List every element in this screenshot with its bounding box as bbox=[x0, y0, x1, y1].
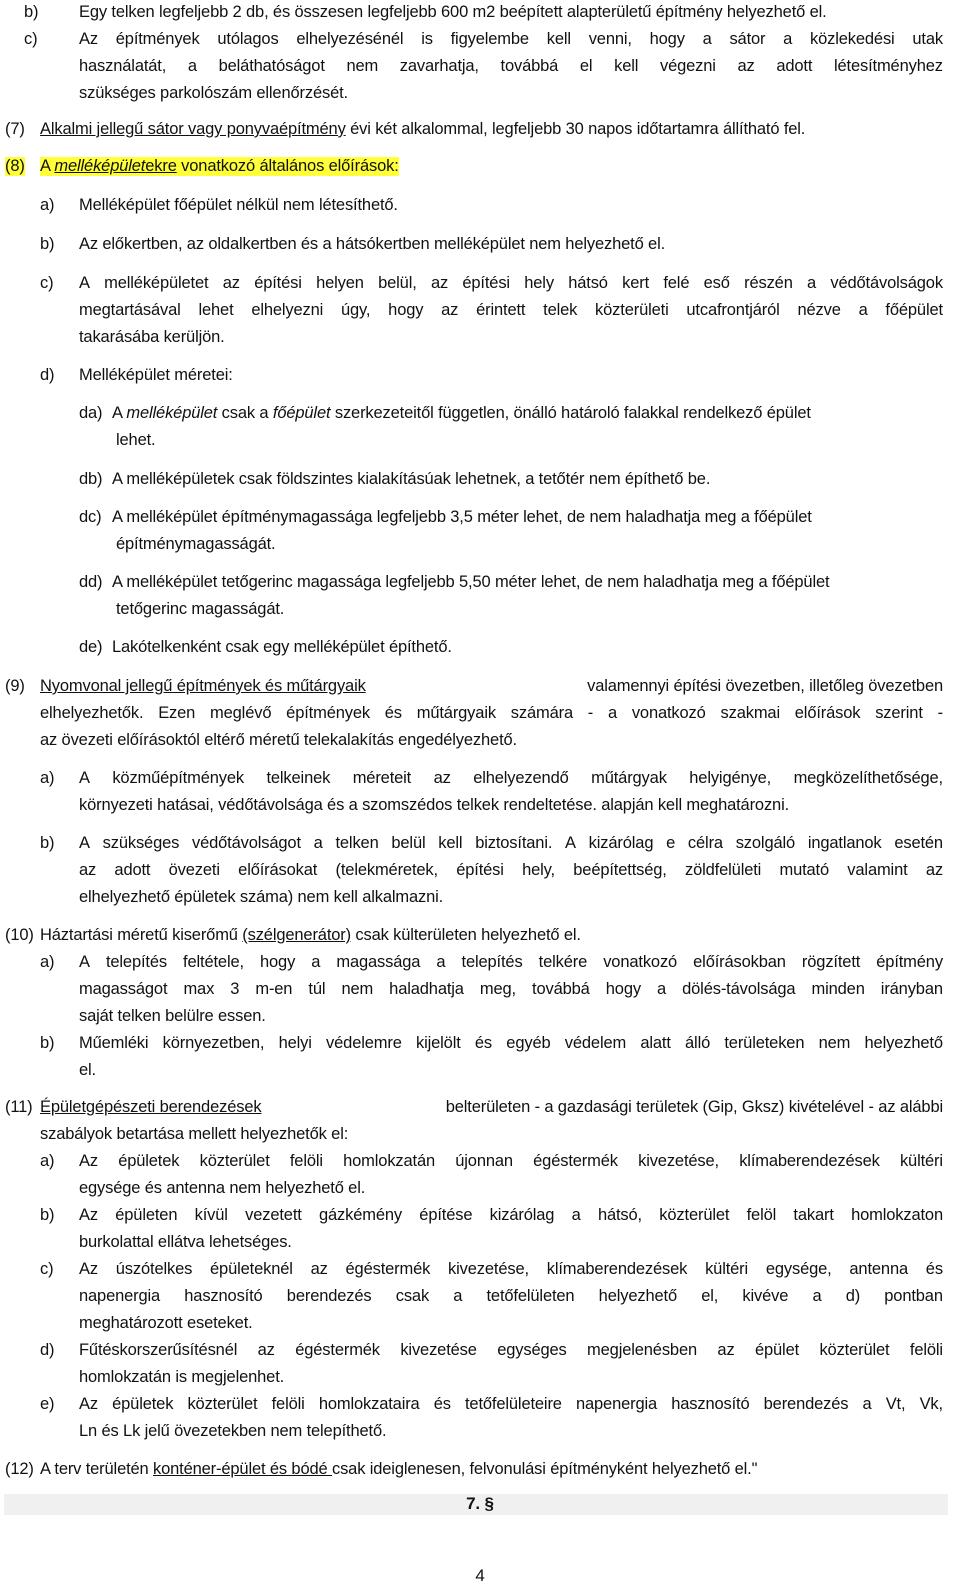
paragraph-text: évi két alkalommal, legfeljebb 30 napos időtartamra állítható fel. bbox=[350, 120, 806, 138]
list-text: használatát, a beláthatóságot nem zavarhatja, továbbá el kell végezni az adott létesítményhez bbox=[79, 57, 943, 75]
sublist-label: dc) bbox=[79, 508, 102, 526]
paragraph-text: belterületen - a gazdasági területek (Gip, Gksz) kivételével - az alábbi bbox=[445, 1098, 943, 1116]
sublist-label: dd) bbox=[79, 573, 103, 591]
link-text: melléképület bbox=[54, 157, 146, 175]
list-text: Melléképület főépület nélkül nem létesíthető. bbox=[79, 196, 398, 214]
list-text: magasságot max 3 m-en túl nem haladhatja meg, továbbá hogy a dölés-távolsága minden irányban bbox=[79, 980, 943, 998]
law-link[interactable]: Nyomvonal jellegű építmények és műtárgyaik bbox=[40, 677, 366, 695]
paragraph-text: elhelyezhetők. Ezen meglévő építmények és műtárgyaik számára - a vonatkozó szakmai előírások szerint - bbox=[40, 704, 943, 722]
list-text: napenergia hasznosító berendezés csak a tetőfelületen helyezhető el, kivéve a d) pontban bbox=[79, 1287, 943, 1305]
list-text: Az úszótelkes épületeknél az égéstermék kivezetése, klímaberendezések kültéri egysége, antenna és bbox=[79, 1260, 943, 1278]
list-text: szükséges parkolószám ellenőrzését. bbox=[79, 84, 348, 102]
list-text: egysége és antenna nem helyezhető el. bbox=[79, 1179, 366, 1197]
list-label: d) bbox=[40, 366, 55, 384]
list-text: A telepítés feltétele, hogy a magassága a telepítés telkére vonatkozó előírásokban rögzített építmény bbox=[79, 953, 943, 971]
text-run: A bbox=[112, 404, 127, 422]
paragraph-text: Háztartási méretű kiserőmű bbox=[40, 926, 243, 944]
list-label: d) bbox=[40, 1341, 55, 1359]
paragraph-number: (12) bbox=[5, 1460, 34, 1478]
list-text: Ln és Lk jelű övezetekben nem telepíthető. bbox=[79, 1422, 387, 1440]
law-link[interactable] bbox=[54, 157, 176, 175]
sublist-text: Lakótelkenként csak egy melléképület építhető. bbox=[112, 638, 452, 656]
list-label: b) bbox=[40, 235, 55, 253]
list-text: A közműépítmények telkeinek méreteit az elhelyezendő műtárgyak helyigénye, megközelíthetősége, bbox=[79, 769, 943, 787]
sublist-text bbox=[112, 404, 811, 423]
paragraph-number: (10) bbox=[5, 926, 34, 944]
sublist-text: A melléképület tetőgerinc magassága legfeljebb 5,50 méter lehet, de nem haladhatja meg a főépület bbox=[112, 573, 830, 591]
list-text: homlokzatán is megjelenhet. bbox=[79, 1368, 285, 1386]
list-label: b) bbox=[40, 834, 55, 852]
list-text: Műemléki környezetben, helyi védelemre kijelölt és egyéb védelem alatt álló területeken nem helyezhető bbox=[79, 1034, 943, 1052]
section-heading: 7. § bbox=[466, 1494, 494, 1513]
list-label: c) bbox=[40, 274, 54, 292]
list-text: A melléképületet az építési helyen belül, az építési hely hátsó kert felé eső részén a védőtávolságok bbox=[79, 274, 943, 292]
list-text: Az előkertben, az oldalkertben és a hátsókertben melléképület nem helyezhető el. bbox=[79, 235, 666, 253]
text-run: melléképület bbox=[126, 404, 218, 422]
paragraph-11-line bbox=[40, 1098, 943, 1117]
paragraph-number: (9) bbox=[5, 677, 25, 695]
list-label: a) bbox=[40, 953, 55, 971]
list-text: takarásába kerüljön. bbox=[79, 328, 225, 346]
paragraph-10 bbox=[40, 926, 581, 945]
list-text: A szükséges védőtávolságot a telken belül kell biztosítani. A kizárólag e célra szolgáló ingatlanok esetén bbox=[79, 834, 943, 852]
list-label: c) bbox=[24, 30, 38, 48]
list-label: e) bbox=[40, 1395, 55, 1413]
paragraph-9-line bbox=[40, 677, 943, 696]
list-label: a) bbox=[40, 769, 55, 787]
paragraph-text: az övezeti előírásoktól eltérő méretű telekalakítás engedélyezhető. bbox=[40, 731, 517, 749]
law-link[interactable]: (szélgenerátor) bbox=[242, 926, 351, 944]
paragraph-12 bbox=[40, 1460, 757, 1479]
sublist-label: de) bbox=[79, 638, 103, 656]
paragraph-number: (11) bbox=[5, 1098, 33, 1116]
list-text: Az épületek közterület felöli homlokzataira és tetőfelületeire napenergia hasznosító berendezés a Vt, Vk, bbox=[79, 1395, 943, 1413]
paragraph-7 bbox=[40, 120, 805, 139]
text-run: csak a bbox=[217, 404, 273, 422]
list-text: Egy telken legfeljebb 2 db, és összesen legfeljebb 600 m2 beépített alapterületű építmény helyezhető el. bbox=[79, 3, 827, 21]
list-text: elhelyezhető épületek száma) nem kell alkalmazni. bbox=[79, 888, 444, 906]
sublist-label: da) bbox=[79, 404, 103, 422]
link-text: ekre bbox=[145, 157, 177, 175]
list-text: meghatározott eseteket. bbox=[79, 1314, 253, 1332]
law-link[interactable]: Épületgépészeti berendezések bbox=[40, 1098, 262, 1116]
list-text: az adott övezeti előírásokat (telekméretek, építési hely, beépítettség, zöldfelületi mutató valamint az bbox=[79, 861, 943, 879]
list-text: Az épületek közterület felöli homlokzatán újonnan égéstermék kivezetése, klímaberendezések kültéri bbox=[79, 1152, 943, 1170]
list-text: burkolattal ellátva lehetséges. bbox=[79, 1233, 292, 1251]
list-text: Melléképület méretei: bbox=[79, 366, 233, 384]
paragraph-number: (8) bbox=[5, 157, 25, 175]
law-link[interactable]: Alkalmi jellegű sátor vagy ponyvaépítmény bbox=[40, 120, 346, 138]
list-text: Fűtéskorszerűsítésnél az égéstermék kivezetése egységes megjelenésben az épület közterület felöli bbox=[79, 1341, 943, 1359]
list-label: b) bbox=[24, 3, 39, 21]
list-text: el. bbox=[79, 1061, 96, 1079]
sublist-text: lehet. bbox=[116, 431, 156, 449]
law-link[interactable]: konténer-épület és bódé bbox=[153, 1460, 332, 1478]
text-run: szerkezeteitől független, önálló határoló falakkal rendelkező épület bbox=[330, 404, 811, 422]
list-text: Az épületen kívül vezetett gázkémény építése kizárólag a hátsó, közterület felöl takart homlokzaton bbox=[79, 1206, 943, 1224]
heading-text: A bbox=[40, 157, 55, 175]
list-text: saját telken belülre essen. bbox=[79, 1007, 266, 1025]
list-text: megtartásával lehet elhelyezni úgy, hogy az érintett telek közterületi utcafrontjáról nézve a főépület bbox=[79, 301, 943, 319]
paragraph-text: A terv területén bbox=[40, 1460, 154, 1478]
sublist-text: A melléképületek csak földszintes kialakításúak lehetnek, a tetőtér nem építhető be. bbox=[112, 470, 711, 488]
list-text: környezeti hatásai, védőtávolsága és a szomszédos telkek rendeltetése. alapján kell meghatározni. bbox=[79, 796, 790, 814]
paragraph-text: csak külterületen helyezhető el. bbox=[350, 926, 581, 944]
page-number: 4 bbox=[475, 1566, 485, 1585]
list-label: a) bbox=[40, 1152, 55, 1170]
paragraph-8-heading bbox=[40, 157, 399, 176]
list-label: a) bbox=[40, 196, 55, 214]
list-text: Az építmények utólagos elhelyezésénél is figyelembe kell venni, hogy a sátor a közlekedési utak bbox=[79, 30, 943, 48]
text-run: főépület bbox=[272, 404, 331, 422]
sublist-label: db) bbox=[79, 470, 103, 488]
sublist-text: tetőgerinc magasságát. bbox=[116, 600, 285, 618]
list-label: c) bbox=[40, 1260, 54, 1278]
paragraph-number: (7) bbox=[5, 120, 25, 138]
paragraph-text: valamennyi építési övezetben, illetőleg övezetben bbox=[587, 677, 943, 695]
list-label: b) bbox=[40, 1034, 55, 1052]
sublist-text: A melléképület építménymagassága legfeljebb 3,5 méter lehet, de nem haladhatja meg a főépület bbox=[112, 508, 812, 526]
paragraph-text: csak ideiglenesen, felvonulási építményként helyezhető el." bbox=[331, 1460, 758, 1478]
list-label: b) bbox=[40, 1206, 55, 1224]
sublist-text: építménymagasságát. bbox=[116, 535, 276, 553]
paragraph-text: szabályok betartása mellett helyezhetők el: bbox=[40, 1125, 349, 1143]
heading-text: vonatkozó általános előírások: bbox=[176, 157, 399, 175]
